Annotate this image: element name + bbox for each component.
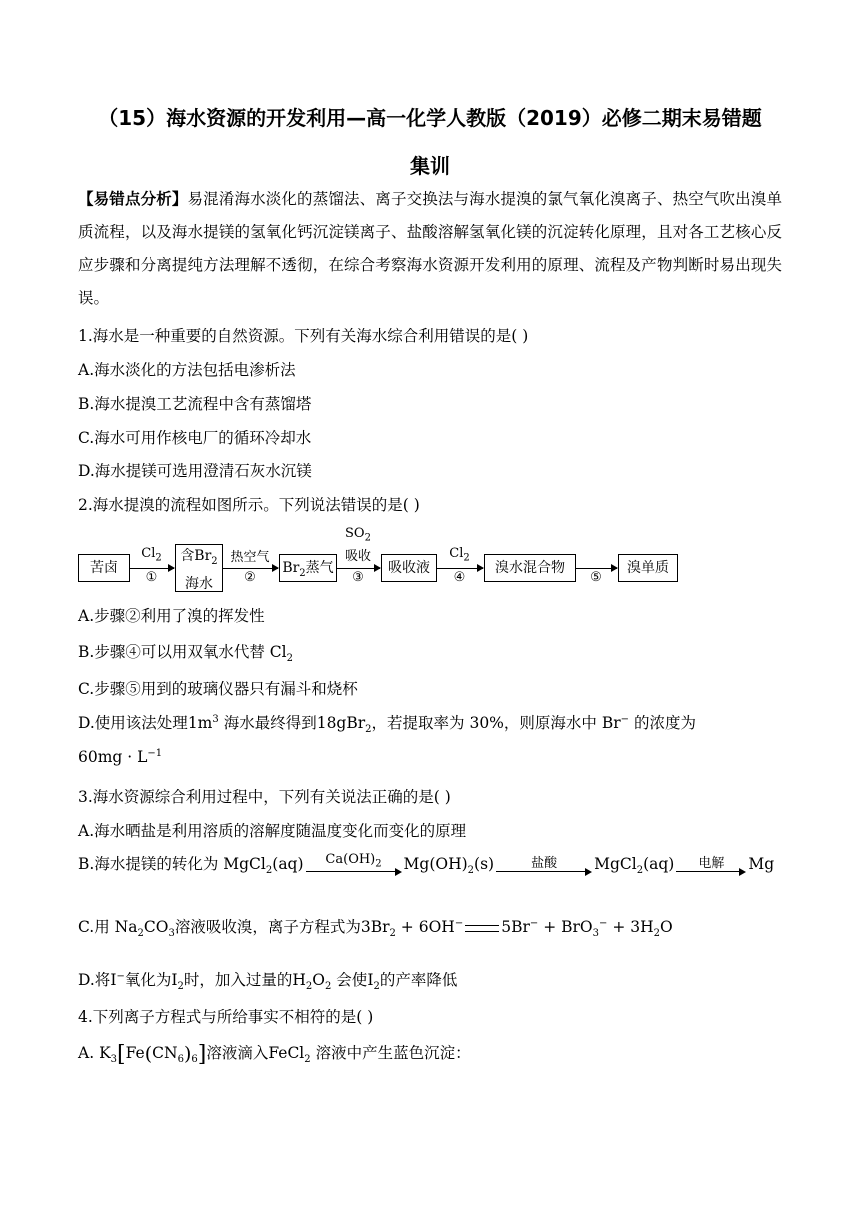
flow-step-3-label: ③ (352, 570, 364, 585)
flow-arrow-4-reagent: $Cl_2$ (449, 546, 470, 564)
q2-stem: 2.海水提溴的流程如图所示。下列说法错误的是( ) (78, 496, 420, 514)
q1-stem: 1.海水是一种重要的自然资源。下列有关海水综合利用错误的是( ) (78, 327, 529, 345)
flow-arrow-3 (336, 568, 380, 569)
flow-arrow-2-reagent: 热空气 (230, 550, 270, 565)
q1-option-d: D.海水提镁可选用澄清石灰水沉镁 (78, 462, 312, 480)
flow-arrow-1 (129, 568, 174, 569)
q1-option-b: B.海水提溴工艺流程中含有蒸馏塔 (78, 395, 312, 413)
flow-arrow-4 (436, 568, 483, 569)
page-title-line2: 集训 (410, 154, 450, 178)
flow-step-5-label: ⑤ (590, 570, 602, 585)
error-analysis-label: 【易错点分析】 (78, 190, 188, 208)
q2-option-d-concentration: $60mg \cdot L^{-1}$ (78, 748, 163, 767)
equals-sign (465, 925, 499, 932)
q1-option-a: A.海水淡化的方法包括电渗析法 (78, 361, 296, 379)
flow-box-bromine-mixture: 溴水混合物 (484, 554, 576, 582)
q2-option-b: B.步骤④可以用双氧水代替 $Cl_2$ (78, 643, 293, 665)
flow-arrow-2 (222, 568, 278, 569)
flow-box-bittern: 苦卤 (78, 554, 130, 582)
q2-option-a: A.步骤②利用了溴的挥发性 (78, 607, 265, 625)
flow-arrow-5 (575, 568, 617, 569)
q2-option-c: C.步骤⑤用到的玻璃仪器只有漏斗和烧杯 (78, 680, 358, 698)
q4-option-a: A. $K_3[Fe(CN_6)_6]$溶液滴入FeCl$_2$ 溶液中产生蓝色沉淀： (78, 1042, 471, 1067)
q3-option-c: C.用 $Na_2CO_3$溶液吸收溴，离子方程式为$3Br_2 + 6OH^-$ $5Br^- + BrO_3^- + 3H_2O$ (78, 917, 673, 940)
q3-stem: 3.海水资源综合利用过程中，下列有关说法正确的是( ) (78, 788, 451, 806)
flow-box-br2-vapor: $Br_2$蒸气 (279, 554, 337, 582)
q3-arrow-electrolysis: 电解 (676, 852, 746, 878)
error-analysis-text: 易混淆海水淡化的蒸馏法、离子交换法与海水提溴的氯气氧化溴离子、热空气吹出溴单质流程，以及海水提镁的氢氧化钙沉淀镁离子、盐酸溶解氢氧化镁的沉淀转化原理，且对各工艺核心反应步骤和分离提纯方法理解不透彻，在综合考察海水资源开发利用的原理、流程及产物判断时易出现失误。 (78, 190, 782, 307)
page-title-line1: （15）海水资源的开发利用—高一化学人教版（2019）必修二期末易错题 (98, 106, 762, 130)
q3-option-a: A.海水晒盐是利用溶质的溶解度随温度变化而变化的原理 (78, 822, 467, 840)
flow-step-2-label: ② (244, 570, 256, 585)
flow-step-1-label: ① (145, 570, 158, 585)
q3-option-d: D.将I−氧化为$I_2$时，加入过量的$H_2O_2$ 会使$I_2$的产率降低 (78, 970, 458, 993)
q2-option-d: D.使用该法处理$1m^3$ 海水最终得到18gBr$_2$，若提取率为 30%，则原海水中 Br− 的浓度为 (78, 713, 697, 736)
flow-arrow-3-reagent: $SO_2$ 吸收 (344, 526, 371, 564)
bromine-extraction-flowchart (78, 526, 678, 595)
q4-stem: 4.下列离子方程式与所给事实不相符的是( ) (78, 1008, 374, 1026)
flow-box-seawater: 含$Br_2$ 海水 (175, 544, 223, 592)
q3-arrow-hcl: 盐酸 (496, 852, 592, 878)
error-analysis-paragraph (78, 183, 782, 315)
q3-option-b: B.海水提镁的转化为 MgCl$_2$(aq) $Ca(OH)_2$ $Mg(OH)_2(s)$ 盐酸 MgCl$_2$(aq) 电解 Mg (78, 852, 775, 877)
flow-step-4-label: ④ (453, 570, 466, 585)
flow-box-absorbent: 吸收液 (381, 554, 437, 582)
q1-option-c: C.海水可用作核电厂的循环冷却水 (78, 429, 312, 447)
q3-arrow-caoh2: $Ca(OH)_2$ (306, 852, 402, 878)
flow-arrow-1-reagent: $Cl_2$ (141, 546, 162, 564)
flow-box-bromine: 溴单质 (618, 554, 678, 582)
